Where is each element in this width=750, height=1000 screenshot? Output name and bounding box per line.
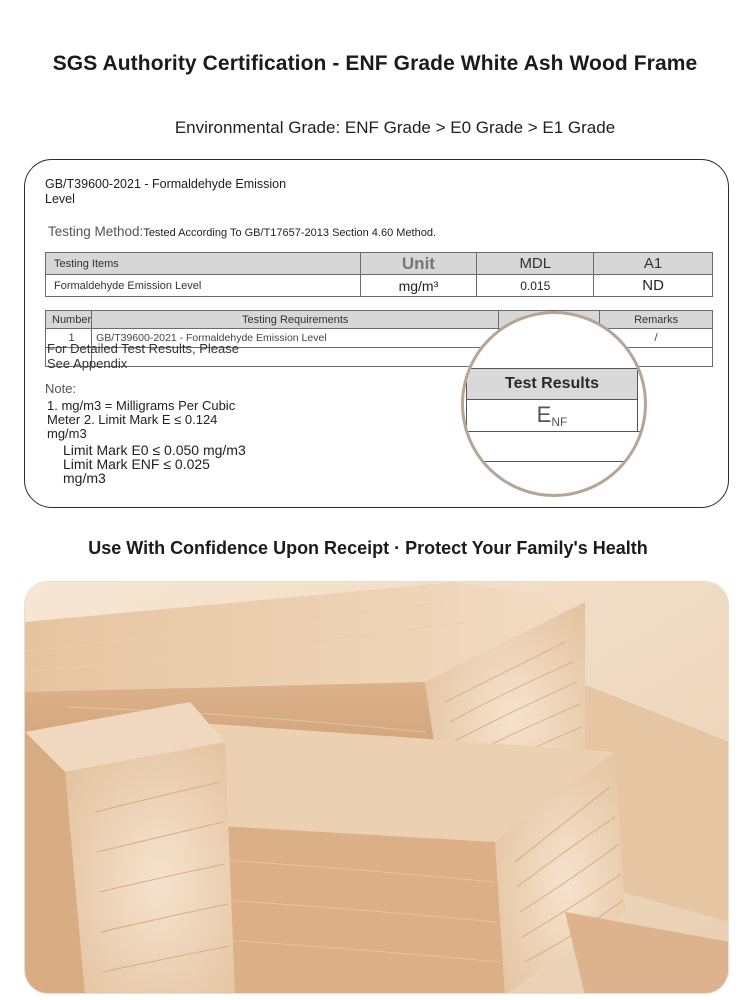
- results-table: [45, 252, 713, 297]
- note-line-1: 1. mg/m3 = Milligrams Per Cubic Meter 2. Limit Mark E ≤ 0.124 mg/m3: [47, 398, 236, 441]
- notes-label: Note:: [45, 381, 77, 396]
- testing-method-label: Testing Method:: [48, 224, 144, 239]
- header-mdl: MDL: [477, 253, 594, 275]
- certificate-card: [24, 159, 729, 508]
- header-testing-requirements: Testing Requirements: [92, 311, 499, 329]
- cell-requirement: GB/T39600-2021 - Formaldehyde Emission Level: [92, 329, 499, 348]
- requirements-table-header: [46, 311, 713, 329]
- cell-number: 1: [46, 329, 92, 348]
- confidence-tagline: Use With Confidence Upon Receipt · Protect Your Family's Health: [88, 538, 648, 558]
- table-row: [46, 275, 713, 297]
- cell-a1: ND: [594, 275, 713, 297]
- magnifier-header: Test Results: [466, 368, 638, 400]
- cell-remarks: /: [600, 329, 713, 348]
- magnifier-lens: [461, 311, 647, 497]
- environmental-grade-subtitle: Environmental Grade: ENF Grade > E0 Grade > E1 Grade: [174, 118, 616, 137]
- header-testing-items: Testing Items: [46, 253, 361, 275]
- cell-unit: mg/m³: [360, 275, 477, 297]
- detail-note: For Detailed Test Results, Please See Appendix: [47, 341, 239, 371]
- header-a1: A1: [594, 253, 713, 275]
- wood-blocks-illustration: [25, 582, 729, 994]
- magnifier-result: [466, 400, 638, 432]
- page-title: SGS Authority Certification - ENF Grade White Ash Wood Frame: [52, 52, 698, 75]
- wood-blocks-photo: [24, 581, 729, 994]
- header-number: Number: [46, 311, 92, 329]
- notes-block: [45, 382, 246, 485]
- header-remarks: Remarks: [600, 311, 713, 329]
- cell-testing-item: Formaldehyde Emission Level: [46, 275, 361, 297]
- result-main: E: [536, 402, 552, 427]
- standard-title: GB/T39600-2021 - Formaldehyde Emission Level: [45, 177, 287, 206]
- testing-method: [48, 224, 436, 239]
- cell-mdl: 0.015: [477, 275, 594, 297]
- note-line-3: Limit Mark ENF ≤ 0.025 mg/m3: [63, 456, 210, 486]
- note-line-2: Limit Mark E0 ≤ 0.050 mg/m3: [63, 442, 246, 458]
- result-sub: NF: [551, 415, 568, 429]
- results-table-header: [46, 253, 713, 275]
- testing-method-value: Tested According To GB/T17657-2013 Section 4.60 Method.: [143, 227, 437, 239]
- header-unit: Unit: [360, 253, 477, 275]
